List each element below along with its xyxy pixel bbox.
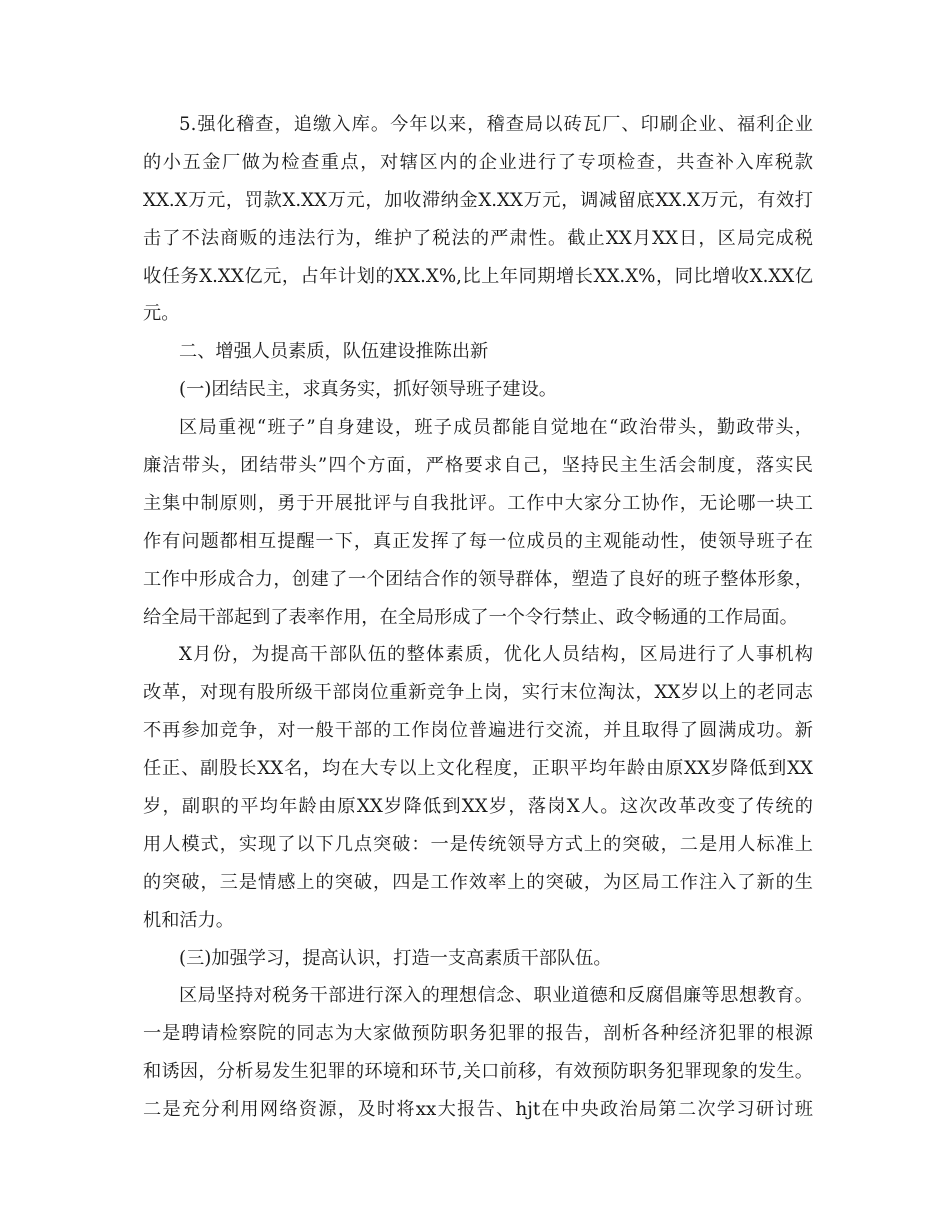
text-line: 和诱因，分析易发生犯罪的环境和环节,关口前移，有效预防职务犯罪现象的发生。 [143,1061,813,1083]
text-line: 给全局干部起到了表率作用，在全局形成了一个令行禁止、政令畅通的工作局面。 [143,606,798,628]
text-line: 岁，副职的平均年龄由原XX岁降低到XX岁，落岗X人。这次改革改变了传统的 [143,796,813,818]
text-line: 一是聘请检察院的同志为大家做预防职务犯罪的报告，剖析各种经济犯罪的根源 [143,1023,813,1045]
text-line: 任正、副股长XX名，均在大专以上文化程度，正职平均年龄由原XX岁降低到XX [143,758,813,780]
text-line: 作有问题都相互提醒一下，真正发挥了每一位成员的主观能动性，使领导班子在 [143,530,813,552]
text-line: 的突破，三是情感上的突破，四是工作效率上的突破，为区局工作注入了新的生 [143,871,813,893]
text-line: 机和活力。 [143,909,234,931]
text-line: 击了不法商贩的违法行为，维护了税法的严肃性。截止XX月XX日，区局完成税 [143,227,813,249]
text-line: 二、增强人员素质，队伍建设推陈出新 [179,341,489,363]
text-line: 廉洁带头，团结带头”四个方面，严格要求自己，坚持民主生活会制度，落实民 [143,455,813,477]
document-body [143,106,813,1129]
text-line: 工作中形成合力，创建了一个团结合作的领导群体，塑造了良好的班子整体形象， [143,568,813,590]
text-line: (一)团结民主，求真务实，抓好领导班子建设。 [179,379,557,401]
text-line: 二是充分利用网络资源，及时将xx大报告、hjt在中央政治局第二次学习研讨班 [143,1099,813,1121]
text-line: 改革，对现有股所级干部岗位重新竞争上岗，实行末位淘汰，XX岁以上的老同志 [143,682,813,704]
text-line: 收任务X.XX亿元，占年计划的XX.X%,比上年同期增长XX.X%，同比增收X.XX亿 [143,265,813,287]
text-line: 用人模式，实现了以下几点突破：一是传统领导方式上的突破，二是用人标准上 [143,833,813,855]
text-line: XX.X万元，罚款X.XX万元，加收滞纳金X.XX万元，调减留底XX.X万元，有效打 [143,189,813,211]
text-line: 区局重视“班子”自身建设，班子成员都能自觉地在“政治带头，勤政带头， [179,417,813,439]
text-line: 区局坚持对税务干部进行深入的理想信念、职业道德和反腐倡廉等思想教育。 [179,985,813,1007]
text-line: (三)加强学习，提高认识，打造一支高素质干部队伍。 [179,947,612,969]
text-line: 的小五金厂做为检查重点，对辖区内的企业进行了专项检查，共查补入库税款 [143,151,813,173]
text-line: 5.强化稽查，追缴入库。今年以来，稽查局以砖瓦厂、印刷企业、福利企业 [179,114,813,135]
text-line: X月份，为提高干部队伍的整体素质，优化人员结构，区局进行了人事机构 [179,644,813,666]
text-line: 主集中制原则，勇于开展批评与自我批评。工作中大家分工协作，无论哪一块工 [143,492,813,514]
text-line: 元。 [143,303,180,325]
text-line: 不再参加竞争，对一般干部的工作岗位普遍进行交流，并且取得了圆满成功。新 [143,720,813,742]
